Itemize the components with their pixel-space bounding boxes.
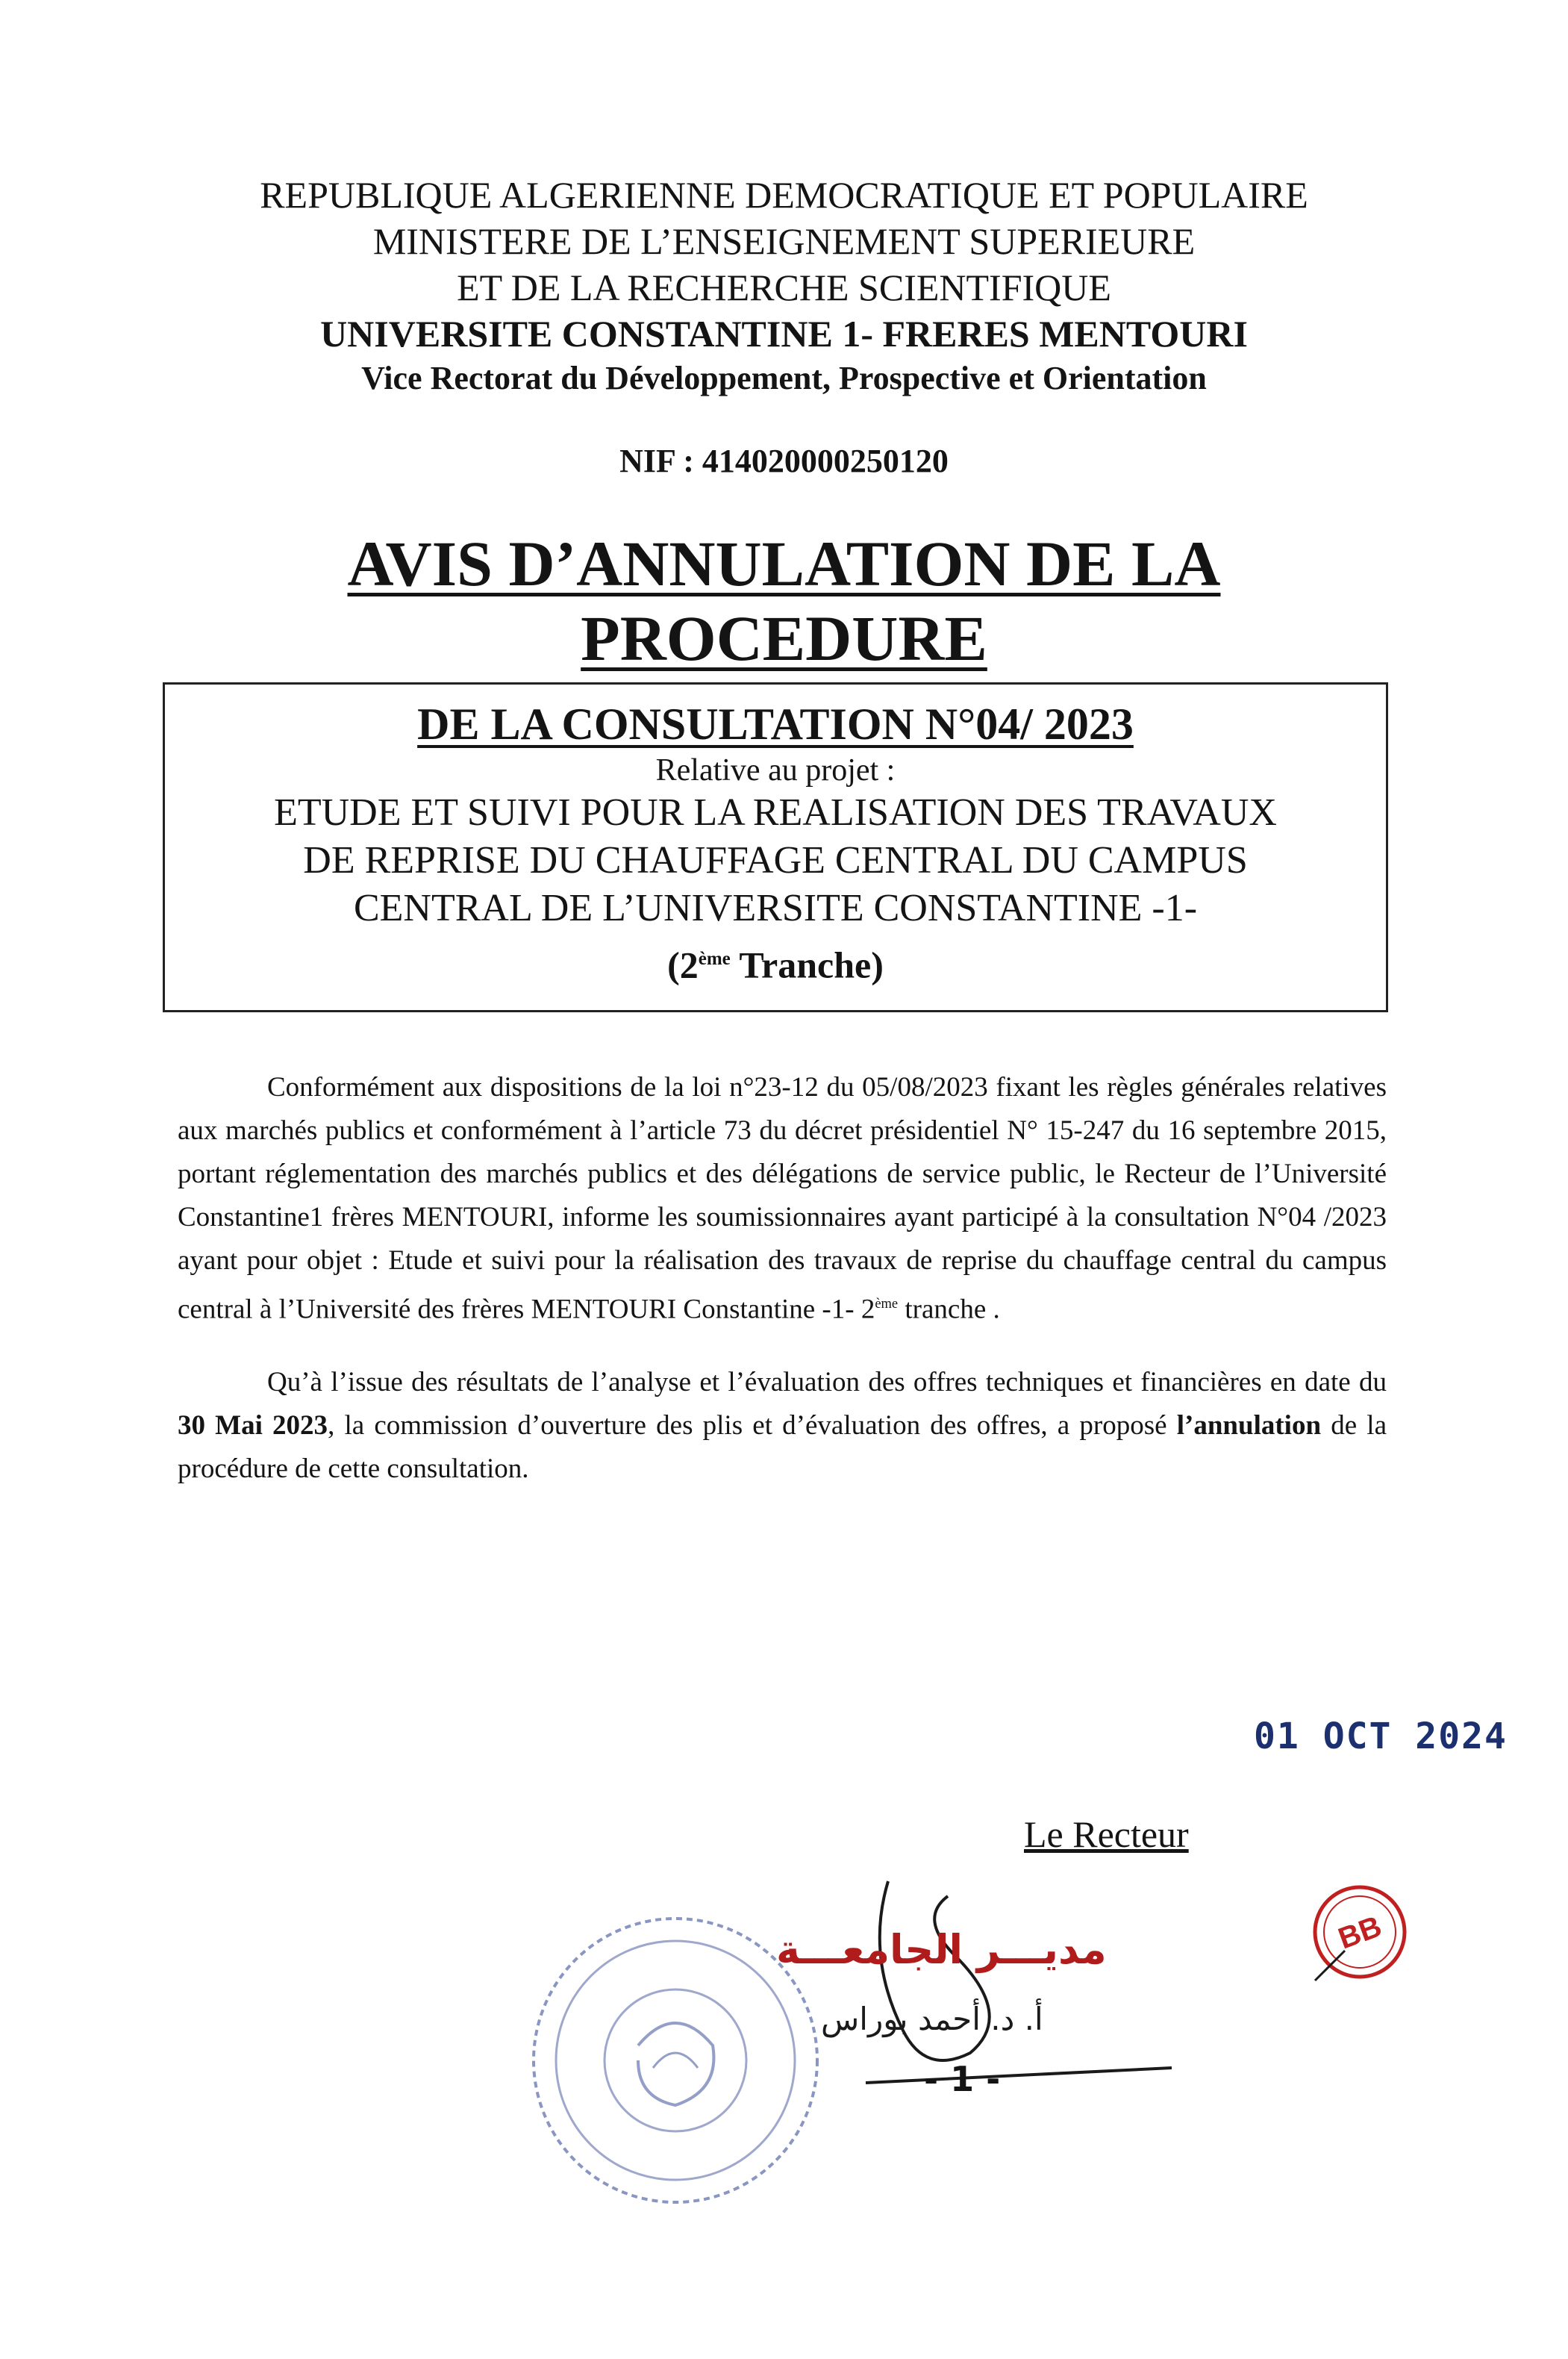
title-line-2: PROCEDURE bbox=[581, 602, 987, 674]
project-line-2: DE REPRISE DU CHAUFFAGE CENTRAL DU CAMPUS bbox=[303, 839, 1248, 882]
svg-text:BB: BB bbox=[1334, 1910, 1387, 1956]
letterhead bbox=[0, 172, 1568, 400]
signature-icon bbox=[821, 1866, 1209, 2105]
nif-number: NIF : 414020000250120 bbox=[619, 443, 949, 479]
project-line-3: CENTRAL DE L’UNIVERSITE CONSTANTINE -1- bbox=[353, 887, 1198, 929]
header-university: UNIVERSITE CONSTANTINE 1- FRERES MENTOURI bbox=[320, 313, 1248, 355]
document-title bbox=[0, 526, 1568, 676]
header-research: ET DE LA RECHERCHE SCIENTIFIQUE bbox=[457, 267, 1111, 308]
date-stamp: 01 OCT 2024 bbox=[1254, 1716, 1508, 1757]
page-number: - 1 - bbox=[924, 2059, 1001, 2099]
arabic-name: أ. د. أحمد بوراس bbox=[821, 2001, 1043, 2037]
annulation-word: l’annulation bbox=[1176, 1410, 1322, 1442]
header-vice-rectorat: Vice Rectorat du Développement, Prospective et Orientation bbox=[361, 360, 1207, 396]
consultation-box bbox=[163, 682, 1388, 1012]
paragraph-2: Qu’à l’issue des résultats de l’analyse et l’évaluation des offres techniques et financières en date du 30 Mai 2023, la commission d’ouverture des plis et d’évaluation des offres, a proposé l’annulation de la procédure de cette consultation. bbox=[178, 1367, 1387, 1485]
notice-body bbox=[178, 1066, 1387, 1521]
decision-date: 30 Mai 2023 bbox=[178, 1410, 328, 1442]
signer-title: Le Recteur bbox=[1024, 1813, 1189, 1855]
tranche-label: (2ème Tranche) bbox=[667, 944, 884, 986]
header-republic: REPUBLIQUE ALGERIENNE DEMOCRATIQUE ET POPULAIRE bbox=[260, 174, 1308, 216]
title-line-1: AVIS D’ANNULATION DE LA bbox=[347, 528, 1221, 599]
consultation-subtitle: DE LA CONSULTATION N°04/ 2023 bbox=[417, 699, 1134, 749]
header-ministry: MINISTERE DE L’ENSEIGNEMENT SUPERIEURE bbox=[372, 220, 1196, 262]
relative-label: Relative au projet : bbox=[655, 753, 896, 788]
paragraph-1: Conformément aux dispositions de la loi n°23-12 du 05/08/2023 fixant les règles générales relatives aux marchés publics et conformément à l’article 73 du décret présidentiel N° 15-247 du 16 septembre 2015, portant réglementation des marchés publics et des délégations de service public, le Recteur de l’Université Constantine1 frères MENTOURI, informe les soumissionnaires ayant participé à la consultation N°04 /2023 ayant pour objet : Etude et suivi pour la réalisation des travaux de reprise du chauffage central du campus central à l’Université des frères MENTOURI Constantine -1- 2ème tranche . bbox=[178, 1072, 1387, 1325]
initials-stamp-icon bbox=[1308, 1880, 1412, 1984]
arabic-title: مديـــر الجامعـــة bbox=[776, 1926, 1107, 1973]
project-line-1: ETUDE ET SUIVI POUR LA REALISATION DES TRAVAUX bbox=[274, 791, 1277, 834]
